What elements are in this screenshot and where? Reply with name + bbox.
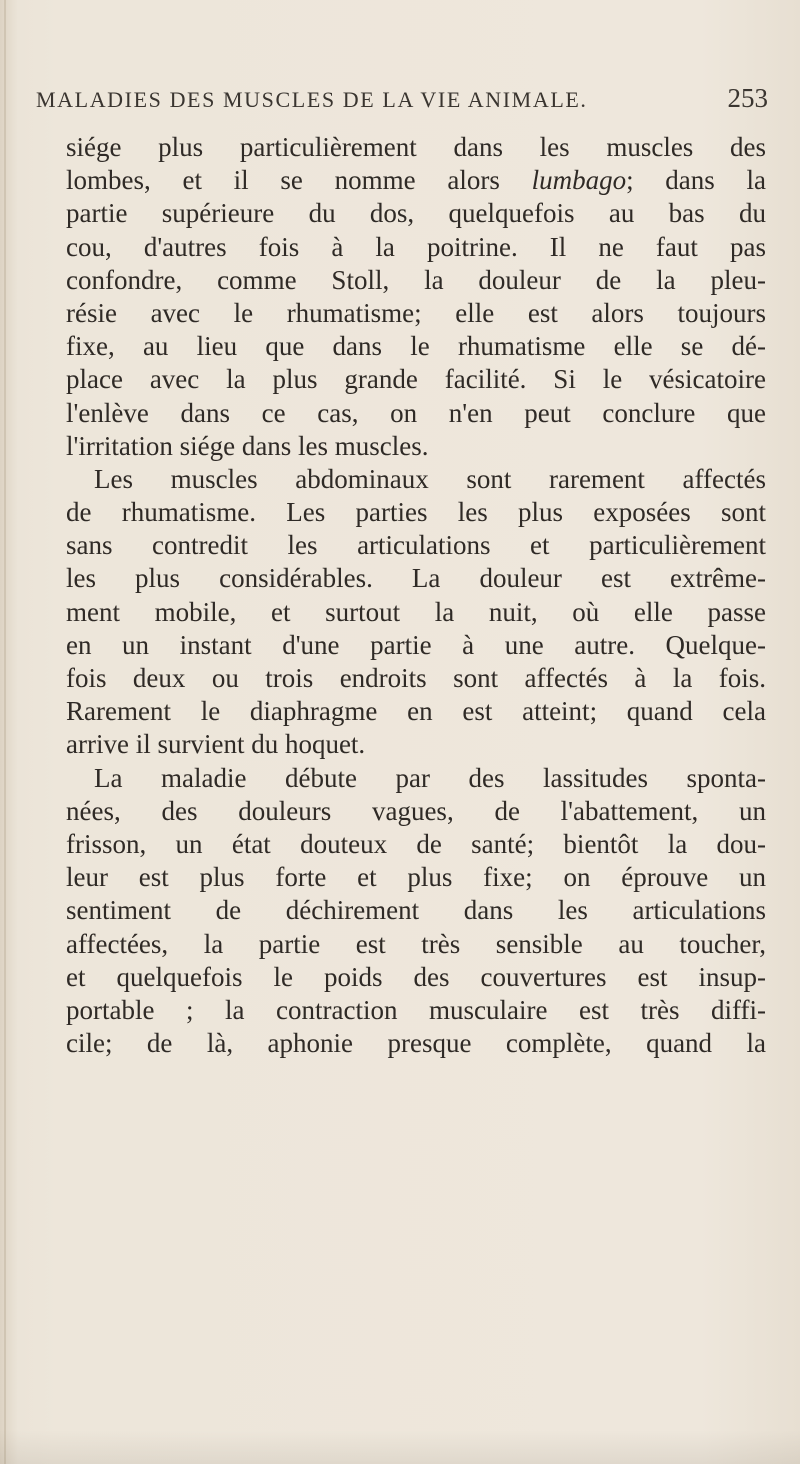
text-line-6: résie avec le rhumatisme; elle est alors toujours xyxy=(66,297,766,328)
text-line-19: arrive il survient du hoquet. xyxy=(66,729,366,760)
page-bottom-shadow xyxy=(0,1430,800,1464)
text-line-27: portable ; la contraction musculaire est très diffi- xyxy=(66,994,766,1025)
text-line-7: fixe, au lieu que dans le rhumatisme elle se dé- xyxy=(66,331,766,362)
text-line-10: l'irritation siége dans les muscles. xyxy=(66,430,429,461)
text-line-13: sans contredit les articulations et particulièrement xyxy=(66,530,766,561)
text-line-24: sentiment de déchirement dans les articulations xyxy=(66,895,766,926)
text-line-14: les plus considérables. La douleur est extrême- xyxy=(66,563,766,594)
text-line-12: de rhumatisme. Les parties les plus exposées sont xyxy=(66,497,766,528)
text-line-21: nées, des douleurs vagues, de l'abattement, un xyxy=(66,795,766,826)
text-line-11: Les muscles abdominaux sont rarement affectés xyxy=(94,463,766,494)
body-text xyxy=(66,131,766,1060)
page-gutter-edge xyxy=(4,0,6,1464)
text-line-16: en un instant d'une partie à une autre. Quelque- xyxy=(66,629,766,660)
text-line-2-tail: ; dans la xyxy=(626,165,766,196)
text-line-4: cou, d'autres fois à la poitrine. Il ne faut pas xyxy=(66,231,766,262)
text-line-2 xyxy=(66,164,766,197)
running-head: MALADIES DES MUSCLES DE LA VIE ANIMALE. xyxy=(36,87,588,112)
text-line-5: confondre, comme Stoll, la douleur de la pleu- xyxy=(66,264,766,295)
text-line-2-head: lombes, et il se nomme alors xyxy=(66,165,532,196)
page-number: 253 xyxy=(727,83,768,113)
text-line-18: Rarement le diaphragme en est atteint; quand cela xyxy=(66,696,766,727)
text-line-23: leur est plus forte et plus fixe; on éprouve un xyxy=(66,862,766,893)
text-line-3: partie supérieure du dos, quelquefois au bas du xyxy=(66,198,766,229)
text-line-1: siége plus particulièrement dans les muscles des xyxy=(66,132,766,162)
text-line-17: fois deux ou trois endroits sont affectés à la fois. xyxy=(66,663,766,693)
italic-term-lumbago: lumbago xyxy=(531,165,627,196)
text-line-9: l'enlève dans ce cas, on n'en peut conclure que xyxy=(66,397,766,428)
text-line-26: et quelquefois le poids des couvertures est insup- xyxy=(66,961,766,992)
text-line-15: ment mobile, et surtout la nuit, où elle passe xyxy=(66,596,766,627)
page-header xyxy=(36,83,768,119)
text-line-22: frisson, un état douteux de santé; bientôt la dou- xyxy=(66,828,766,859)
text-line-8: place avec la plus grande facilité. Si le vésicatoire xyxy=(66,364,766,395)
text-line-20: La maladie débute par des lassitudes sponta- xyxy=(94,762,766,793)
text-line-25: affectées, la partie est très sensible au toucher, xyxy=(66,928,766,959)
text-line-28: cile; de là, aphonie presque complète, quand la xyxy=(66,1028,766,1059)
